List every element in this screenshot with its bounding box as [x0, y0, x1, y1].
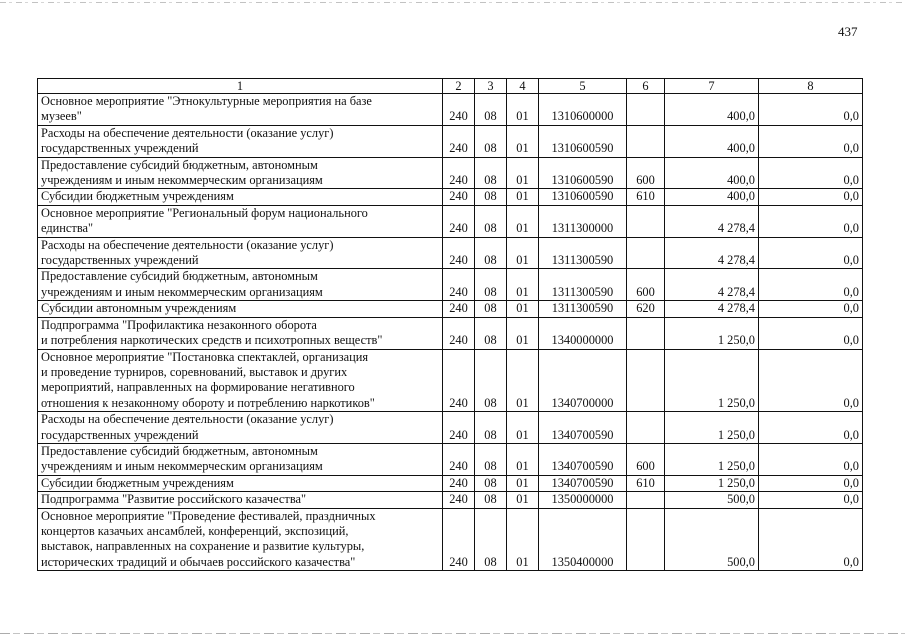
cell-subsection: 01 [507, 508, 539, 571]
cell-target-article: 1311300590 [539, 301, 627, 317]
cell-subsection: 01 [507, 205, 539, 237]
table-row [38, 269, 863, 301]
cell-name [38, 349, 443, 412]
cell-name-line: выставок, направленных на сохранение и развитие культуры, [41, 539, 365, 554]
cell-target-article: 1340700590 [539, 412, 627, 444]
cell-name-line: Подпрограмма "Профилактика незаконного оборота [41, 317, 317, 332]
cell-name-line: государственных учреждений [41, 427, 199, 442]
cell-amount: 400,0 [665, 189, 759, 205]
cell-section: 08 [475, 492, 507, 508]
cell-name [38, 269, 443, 301]
cell-target-article: 1340000000 [539, 317, 627, 349]
cell-amount: 400,0 [665, 125, 759, 157]
cell-target-article: 1310600590 [539, 125, 627, 157]
cell-target-article: 1310600000 [539, 94, 627, 126]
cell-amount: 1 250,0 [665, 475, 759, 491]
table-row [38, 237, 863, 269]
cell-name [38, 301, 443, 317]
cell-section: 08 [475, 205, 507, 237]
cell-amount-2: 0,0 [759, 157, 863, 189]
cell-name-line: Предоставление субсидий бюджетным, автономным [41, 269, 318, 284]
cell-amount-2: 0,0 [759, 205, 863, 237]
cell-name [38, 157, 443, 189]
cell-amount-2: 0,0 [759, 349, 863, 412]
cell-expense-type: 600 [627, 157, 665, 189]
cell-amount: 1 250,0 [665, 349, 759, 412]
column-header-8: 8 [759, 79, 863, 94]
table-row [38, 94, 863, 126]
cell-amount: 4 278,4 [665, 237, 759, 269]
cell-amount: 4 278,4 [665, 269, 759, 301]
cell-amount-2: 0,0 [759, 301, 863, 317]
cell-name-line: Подпрограмма "Развитие российского казачества" [41, 492, 307, 507]
cell-section: 08 [475, 125, 507, 157]
table-row [38, 412, 863, 444]
column-header-5: 5 [539, 79, 627, 94]
cell-name-line: концертов казачьих ансамблей, конференций, экспозиций, [41, 523, 349, 538]
cell-name-line: Предоставление субсидий бюджетным, автономным [41, 157, 318, 172]
cell-amount-2: 0,0 [759, 317, 863, 349]
table-row [38, 508, 863, 571]
cell-target-article: 1350400000 [539, 508, 627, 571]
cell-name [38, 94, 443, 126]
cell-code: 240 [443, 443, 475, 475]
cell-amount: 1 250,0 [665, 317, 759, 349]
table-row [38, 125, 863, 157]
page-number: 437 [838, 24, 858, 39]
cell-amount: 1 250,0 [665, 443, 759, 475]
column-header-2: 2 [443, 79, 475, 94]
cell-target-article: 1310600590 [539, 189, 627, 205]
cell-target-article: 1340700000 [539, 349, 627, 412]
cell-name-line: учреждениям и иным некоммерческим организациям [41, 459, 323, 474]
cell-code: 240 [443, 94, 475, 126]
cell-name-line: Основное мероприятие "Этнокультурные мероприятия на базе [41, 94, 372, 108]
cell-expense-type [627, 508, 665, 571]
cell-target-article: 1340700590 [539, 443, 627, 475]
cell-name-line: Расходы на обеспечение деятельности (оказание услуг) [41, 237, 334, 252]
cell-amount: 500,0 [665, 508, 759, 571]
table-row [38, 157, 863, 189]
cell-target-article: 1310600590 [539, 157, 627, 189]
cell-code: 240 [443, 349, 475, 412]
cell-amount: 1 250,0 [665, 412, 759, 444]
cell-name-line: Субсидии бюджетным учреждениям [41, 189, 234, 204]
cell-name-line: мероприятий, направленных на формирование негативного [41, 380, 355, 395]
cell-subsection: 01 [507, 349, 539, 412]
cell-amount-2: 0,0 [759, 237, 863, 269]
column-header-6: 6 [627, 79, 665, 94]
cell-name [38, 412, 443, 444]
cell-subsection: 01 [507, 317, 539, 349]
cell-name-line: учреждениям и иным некоммерческим организациям [41, 173, 323, 188]
column-header-3: 3 [475, 79, 507, 94]
cell-expense-type [627, 349, 665, 412]
cell-expense-type [627, 412, 665, 444]
cell-section: 08 [475, 301, 507, 317]
cell-expense-type: 610 [627, 475, 665, 491]
cell-target-article: 1350000000 [539, 492, 627, 508]
cell-amount-2: 0,0 [759, 125, 863, 157]
table-row [38, 492, 863, 508]
cell-section: 08 [475, 94, 507, 126]
cell-name-line: Расходы на обеспечение деятельности (оказание услуг) [41, 125, 334, 140]
cell-subsection: 01 [507, 412, 539, 444]
cell-name [38, 508, 443, 571]
cell-code: 240 [443, 269, 475, 301]
cell-name [38, 237, 443, 269]
column-header-4: 4 [507, 79, 539, 94]
cell-amount-2: 0,0 [759, 269, 863, 301]
cell-code: 240 [443, 205, 475, 237]
table-row [38, 443, 863, 475]
cell-amount: 500,0 [665, 492, 759, 508]
table-row [38, 301, 863, 317]
cell-amount-2: 0,0 [759, 412, 863, 444]
cell-code: 240 [443, 301, 475, 317]
cell-expense-type [627, 205, 665, 237]
cell-amount: 400,0 [665, 157, 759, 189]
cell-section: 08 [475, 269, 507, 301]
cell-name-line: Предоставление субсидий бюджетным, автономным [41, 443, 318, 458]
scan-edge-bottom [0, 633, 905, 634]
cell-code: 240 [443, 492, 475, 508]
cell-amount-2: 0,0 [759, 508, 863, 571]
cell-section: 08 [475, 508, 507, 571]
cell-target-article: 1311300590 [539, 269, 627, 301]
cell-section: 08 [475, 349, 507, 412]
cell-amount-2: 0,0 [759, 475, 863, 491]
cell-amount: 4 278,4 [665, 301, 759, 317]
cell-target-article: 1340700590 [539, 475, 627, 491]
cell-code: 240 [443, 157, 475, 189]
cell-name [38, 125, 443, 157]
table-row [38, 205, 863, 237]
cell-amount: 400,0 [665, 94, 759, 126]
cell-name-line: отношения к незаконному обороту и потреблению наркотиков" [41, 395, 375, 410]
cell-name-line: государственных учреждений [41, 253, 199, 268]
cell-subsection: 01 [507, 475, 539, 491]
cell-section: 08 [475, 317, 507, 349]
cell-section: 08 [475, 189, 507, 205]
column-header-1: 1 [38, 79, 443, 94]
cell-code: 240 [443, 237, 475, 269]
cell-name-line: Основное мероприятие "Региональный форум национального [41, 205, 368, 220]
cell-code: 240 [443, 125, 475, 157]
cell-name [38, 317, 443, 349]
cell-expense-type: 610 [627, 189, 665, 205]
cell-subsection: 01 [507, 443, 539, 475]
cell-section: 08 [475, 475, 507, 491]
cell-expense-type [627, 94, 665, 126]
cell-name-line: Субсидии автономным учреждениям [41, 301, 237, 316]
cell-amount-2: 0,0 [759, 189, 863, 205]
cell-amount-2: 0,0 [759, 94, 863, 126]
cell-expense-type [627, 317, 665, 349]
budget-table [37, 78, 863, 571]
cell-name [38, 189, 443, 205]
table-row [38, 189, 863, 205]
cell-subsection: 01 [507, 157, 539, 189]
cell-expense-type [627, 237, 665, 269]
cell-expense-type [627, 492, 665, 508]
cell-name-line: государственных учреждений [41, 141, 199, 156]
cell-amount-2: 0,0 [759, 443, 863, 475]
cell-code: 240 [443, 189, 475, 205]
table-row [38, 349, 863, 412]
cell-subsection: 01 [507, 189, 539, 205]
cell-target-article: 1311300590 [539, 237, 627, 269]
cell-name-line: Субсидии бюджетным учреждениям [41, 475, 234, 490]
cell-section: 08 [475, 443, 507, 475]
cell-name-line: и проведение турниров, соревнований, выставок и других [41, 364, 348, 379]
cell-target-article: 1311300000 [539, 205, 627, 237]
cell-code: 240 [443, 412, 475, 444]
cell-name [38, 492, 443, 508]
column-header-7: 7 [665, 79, 759, 94]
cell-subsection: 01 [507, 237, 539, 269]
cell-name [38, 443, 443, 475]
cell-expense-type: 620 [627, 301, 665, 317]
cell-name-line: Расходы на обеспечение деятельности (оказание услуг) [41, 412, 334, 427]
cell-expense-type [627, 125, 665, 157]
cell-name-line: Основное мероприятие "Проведение фестивалей, праздничных [41, 508, 376, 523]
cell-name [38, 205, 443, 237]
table-row [38, 475, 863, 491]
cell-code: 240 [443, 475, 475, 491]
cell-code: 240 [443, 508, 475, 571]
cell-code: 240 [443, 317, 475, 349]
cell-name-line: исторических традиций и обычаев российского казачества" [41, 554, 356, 569]
cell-subsection: 01 [507, 492, 539, 508]
cell-section: 08 [475, 237, 507, 269]
cell-name-line: единства" [41, 221, 94, 236]
cell-amount: 4 278,4 [665, 205, 759, 237]
cell-name-line: учреждениям и иным некоммерческим организациям [41, 284, 323, 299]
cell-section: 08 [475, 157, 507, 189]
cell-name-line: музеев" [41, 109, 82, 124]
cell-section: 08 [475, 412, 507, 444]
cell-subsection: 01 [507, 94, 539, 126]
cell-subsection: 01 [507, 301, 539, 317]
table-header-row [38, 79, 863, 94]
cell-amount-2: 0,0 [759, 492, 863, 508]
cell-subsection: 01 [507, 125, 539, 157]
cell-expense-type: 600 [627, 443, 665, 475]
cell-name [38, 475, 443, 491]
cell-name-line: Основное мероприятие "Постановка спектаклей, организация [41, 349, 369, 364]
cell-subsection: 01 [507, 269, 539, 301]
table-row [38, 317, 863, 349]
cell-name-line: и потребления наркотических средств и психотропных веществ" [41, 333, 383, 348]
scan-edge-top [0, 2, 905, 3]
cell-expense-type: 600 [627, 269, 665, 301]
